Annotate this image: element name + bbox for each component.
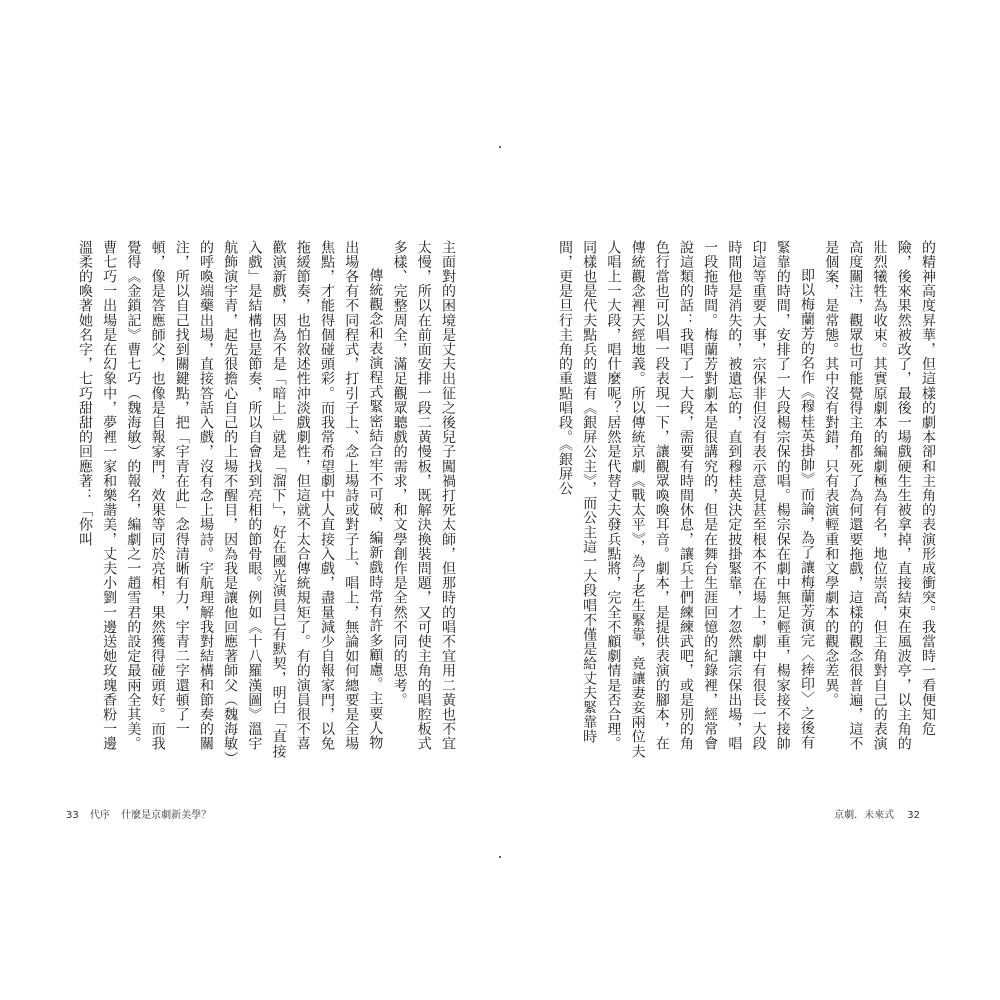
right-page-number: 32 xyxy=(907,810,920,821)
left-page xyxy=(60,200,460,821)
left-section-label: 代序 xyxy=(89,810,110,821)
right-page-text xyxy=(540,240,940,760)
right-running-title: 京劇．未來式 xyxy=(834,810,895,821)
right-page-footer xyxy=(824,806,920,821)
right-page xyxy=(540,200,940,821)
left-paragraph-2: 傳統觀念和表演程式緊密結合牢不可破，編新戲時常有許多顧慮。主要人物出場各有不同程式，打引子上、念上場詩或對子上、唱上，無論如何總要是全場焦點，才能得個碰頭彩。而我常希望劇中人直接入戲，盡量減少自報家門，以免拖緩節奏，也怕敘述性沖淡戲劇性，但這就不太合傳統規矩了。有的演員很不喜歡演新戲，因為不是「暗上」就是「溜下」，好在國光演員已有默契，明白「直接入戲」是結構也是節奏，所以自會找到亮相的節骨眼。例如《十八羅漢圖》溫宇航飾演宇青，起先很擔心自己的上場不醒目，因為我是讓他回應著師父（魏海敏）的呼喚端藥出場，直接答話入戲，沒有念上場詩。宇航理解我對結構和節奏的關注，所以自己找到關鍵點，把「宇青在此」念得清晰有力，宇青二字還頓了一頓，像是答應師父，也像是自報家門，效果等同於亮相，果然獲得碰頭好。而我覺得《金鎖記》曹七巧（魏海敏）的報名，編劇之一趙雪君的設定最兩全其美。曹七巧一出場是在幻象中，夢裡一家和樂諧美，丈夫小劉一邊送她玫瑰香粉一邊溫柔的喚著她名字，七巧甜甜的回應著：「你叫 xyxy=(76,240,384,759)
center-mark-bottom xyxy=(499,856,501,858)
center-mark-top xyxy=(499,146,501,148)
left-running-title: 什麼是京劇新美學？ xyxy=(121,810,212,821)
left-page-footer xyxy=(66,806,219,821)
right-paragraph-2: 即以梅蘭芳的名作《穆桂英掛帥》而論，為了讓梅蘭芳演完〈捧印〉之後有緊靠的時間，安排了一大段楊宗保的唱。楊宗保在劇中無足輕重，楊家接不接帥印這等重要大事，宗保非但沒有表示意見甚至根本不在場上，劇中有很長一大段時間他是消失的，被遺忘的，直到穆桂英決定披掛緊靠，才忽然讓宗保出場，唱一段拖時間。梅蘭芳對劇本是很講究的，但是在舞台生涯回憶的紀錄裡，經常會說這類的話：我唱了一大段，需要有時間休息，讓兵士們練練武吧，或是別的角色行當也可以唱一段表現一下，讓觀眾喚喚耳音。劇本，是提供表演的腳本，在傳統觀念裡天經地義。所以傳統京劇《戰太平》，為了老生緊靠，竟讓妻妾兩位夫人唱上一大段，唱什麼呢？居然是代替丈夫發兵點將，完全不顧劇情是否合理。同樣也是代夫點兵的還有《銀屏公主》，而公主這一大段唱不僅是給丈夫緊靠時間，更是旦行主角的重點唱段。《銀屏公 xyxy=(556,240,815,759)
left-paragraph-1: 主面對的困境是丈夫出征之後兒子闖禍打死太師，但那時的唱不宜用二黃也不宜太慢，所以在前面安排一段二黃慢板，既解決換裝問題，又可使主角的唱腔板式多樣、完整周全，滿足觀眾聽戲的需求，和文學創作是全然不同的思考。 xyxy=(391,240,456,751)
right-paragraph-1: 的精神高度昇華，但這樣的劇本卻和主角的表演形成衝突。我當時一看便知危險，後來果然被改了，最後一場戲硬生生被拿掉，直接結束在風波亭，以主角的壯烈犧牲為收束。其實原劇本的編劇極為有名，地位崇高，但主角對自己的表演高度關注，觀眾也可能覺得主角都死了為何還要拖戲，這樣的觀念很普遍，這不是個案，是常態。其中沒有對錯，只有表演輕重和文學劇本的觀念差異。 xyxy=(823,240,936,751)
left-page-number: 33 xyxy=(66,810,79,821)
left-page-text xyxy=(60,240,460,760)
